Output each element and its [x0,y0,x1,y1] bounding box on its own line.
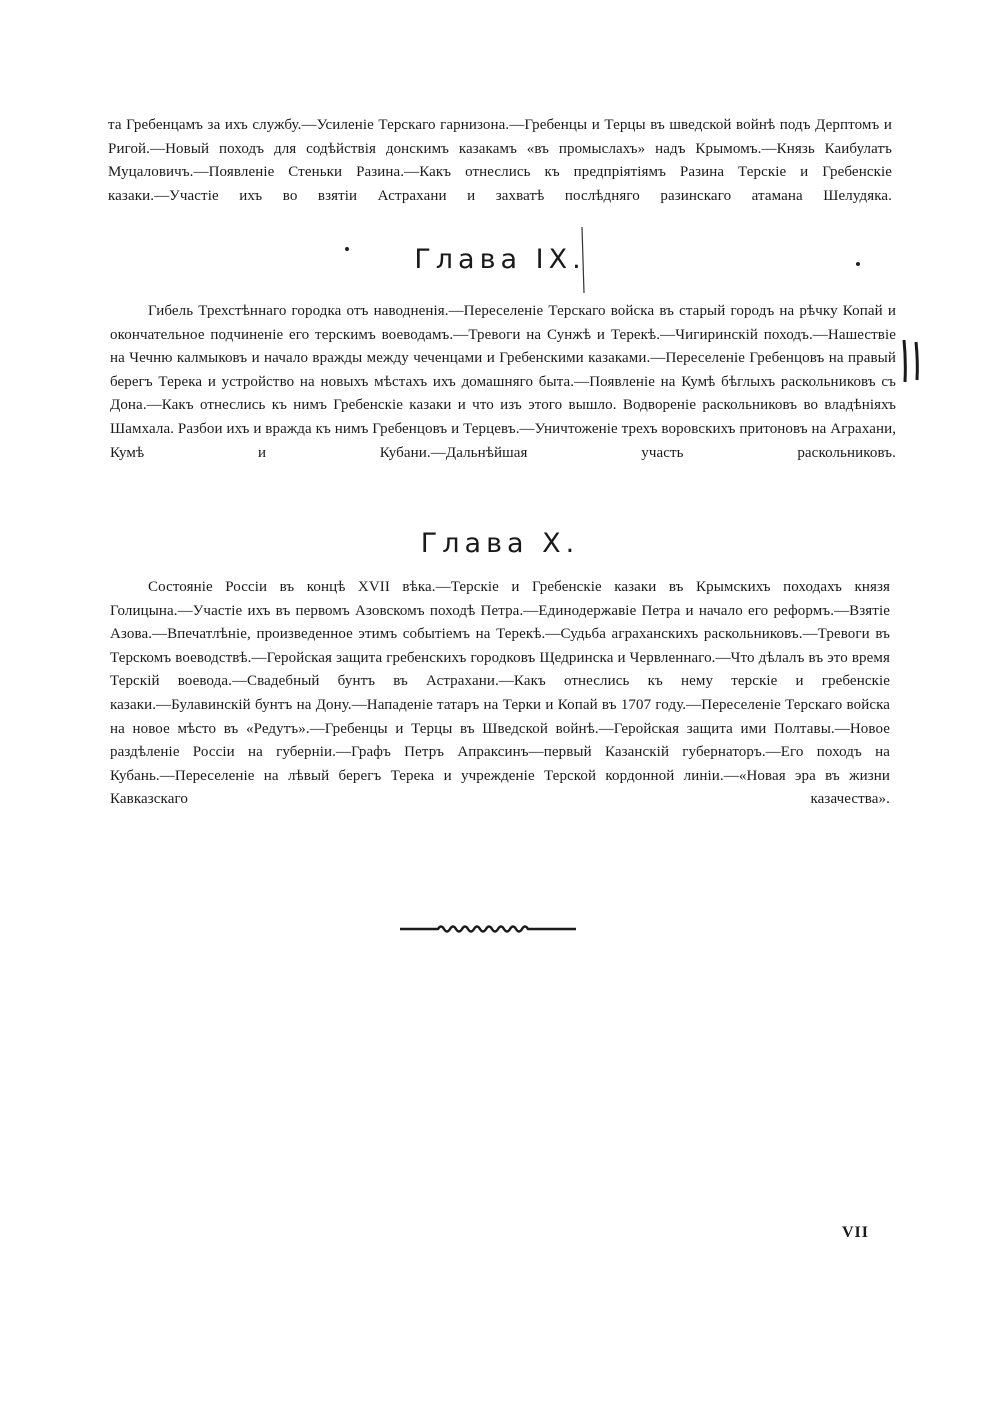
chapter-9-line: Гибель Трехстѣннаго городка отъ наводненія.—Переселеніе Терскаго войска въ старый городъ на рѣчку Копай и [148,303,896,319]
chapter-10-line: Азова.—Впечатлѣніе, произведенное этимъ событіемъ на Терекѣ.—Судьба аграханскихъ раскольниковъ.—Тревоги въ [110,626,890,643]
chapter-9-summary [110,300,896,465]
chapter-10-summary [110,576,890,812]
chapter-10-line: казаки.—Булавинскій бунтъ на Дону.—Нападеніе татаръ на Терки и Копай въ 1707 году.—Переселеніе Терскаго войска [110,696,890,713]
chapter-9-line: Шамхала. Разбои ихъ и вражда къ нимъ Гребенцовъ и Терцевъ.—Уничтоженіе трехъ воровскихъ притоновъ на Аграхани, [110,420,896,437]
margin-pencil-mark-icon [896,338,926,384]
chapter-10-heading: Глава X. [420,528,580,559]
wavy-rule-ornament-icon [398,918,578,940]
ink-speck-icon [856,262,860,266]
chapter-10-line: Кавказскаго казачества». [110,791,890,808]
chapter-10-line: раздѣленіе Россіи на губерніи.—Графъ Петръ Апраксинъ—первый Казанскій губернаторъ.—Его походъ на [110,744,890,761]
chapter-9-line: на Чечню калмыковъ и начало вражды между чеченцами и Гребенскими казаками.—Переселеніе Гребенцовъ на правый [110,350,896,367]
chapter-9-heading: Глава IX. [414,244,586,275]
page-number: VII [842,1224,870,1241]
chapter-10-line: Терскомъ воеводствѣ.—Геройская защита гребенскихъ городковъ Щедринска и Червленнаго.—Что дѣлалъ въ это время [110,649,890,666]
intro-line: казаки.—Участіе ихъ во взятіи Астрахани и захватѣ послѣдняго разинскаго атамана Шелудяка. [108,187,892,204]
chapter-10-line: на новое мѣсто въ «Редутъ».—Гребенцы и Терцы въ Шведской войнѣ.—Геройская защита ими Полтавы.—Новое [110,720,890,737]
chapter-9-line: Дона.—Какъ отнеслись къ нимъ Гребенскіе казаки и что изъ этого вышло. Водвореніе раскольниковъ во владѣніяхъ [110,397,896,414]
chapter-9-line: берегъ Терека и устройство на новыхъ мѣстахъ ихъ домашняго быта.—Появленіе на Кумѣ бѣглыхъ раскольниковъ съ [110,373,896,390]
intro-line: Муцаловичъ.—Появленіе Стеньки Разина.—Какъ отнеслись къ предпріятіямъ Разина Терскіе и Гребенскіе [108,164,892,181]
chapter-9-line: окончательное подчиненіе его терскимъ воеводамъ.—Тревоги на Сунжѣ и Терекѣ.—Чигиринскій походъ.—Нашествіе [110,326,896,343]
intro-line: Ригой.—Новый походъ для содѣйствія донскимъ казакамъ «въ промыслахъ» надъ Крымомъ.—Князь Каибулатъ [108,140,892,157]
chapter-10-line: Состояніе Россіи въ концѣ XVII вѣка.—Терскіе и Гребенскіе казаки въ Крымскихъ походахъ князя [148,579,890,595]
ink-speck-icon [345,247,349,251]
chapter-10-line: Кубань.—Переселеніе на лѣвый берегъ Терека и учрежденіе Терской кордонной линіи.—«Новая эра въ жизни [110,767,890,784]
intro-paragraph [108,114,892,208]
chapter-10-line: Голицына.—Участіе ихъ въ первомъ Азовскомъ походѣ Петра.—Единодержавіе Петра и начало его реформъ.—Взятіе [110,602,890,619]
chapter-9-line: Кумѣ и Кубани.—Дальнѣйшая участь раскольниковъ. [110,444,896,461]
pencil-stroke-icon [578,225,592,295]
intro-line: та Гребенцамъ за ихъ службу.—Усиленіе Терскаго гарнизона.—Гребенцы и Терцы въ шведской войнѣ подъ Дерптомъ и [108,117,892,133]
chapter-10-line: Терскій воевода.—Свадебный бунтъ въ Астрахани.—Какъ отнеслись къ нему терскіе и гребенскіе [110,673,890,690]
